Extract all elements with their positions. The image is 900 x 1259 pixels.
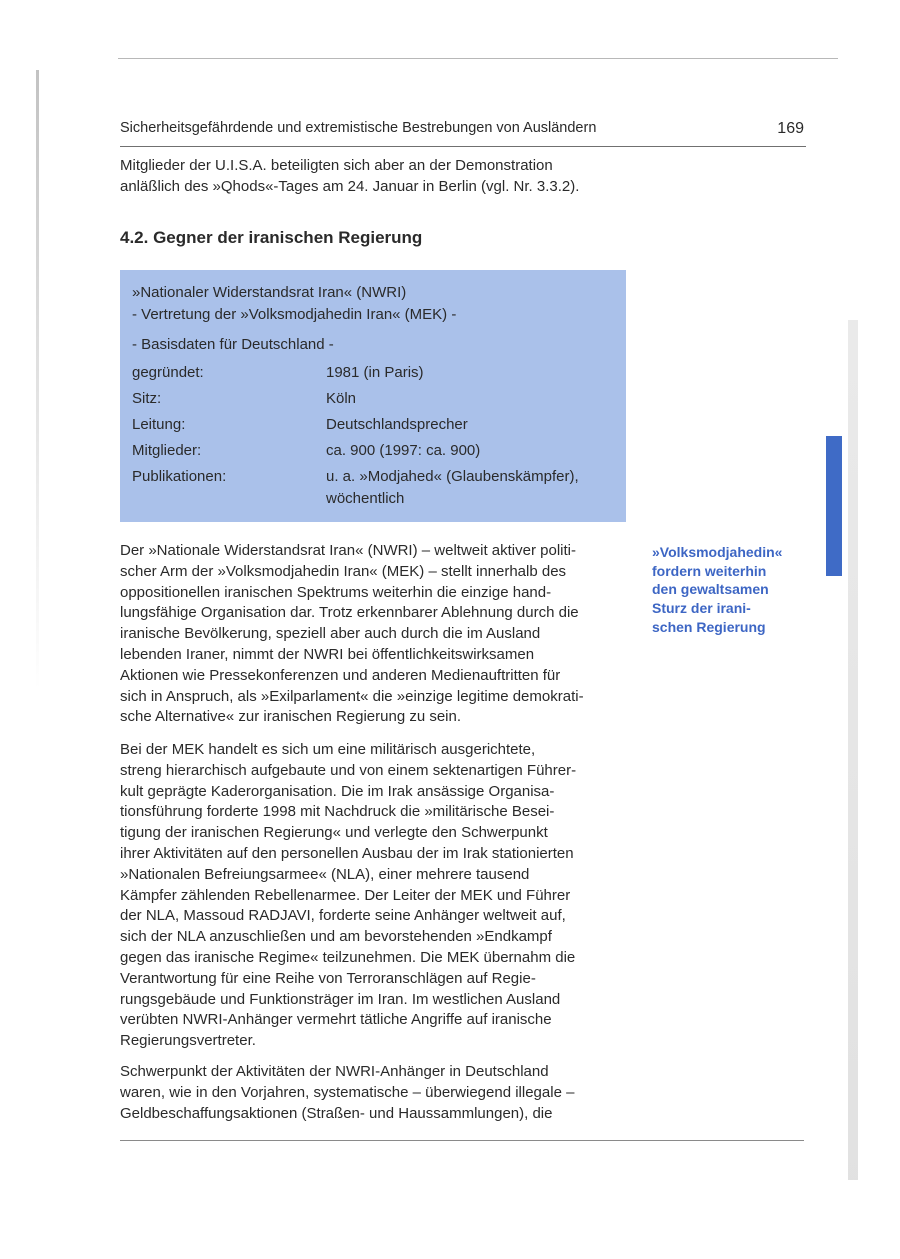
infobox-label-publications: Publikationen:: [132, 468, 227, 485]
text-line: sich in Anspruch, als »Exilparlament« die »einzige legitime demokrati-: [120, 687, 584, 705]
footer-rule: [120, 1140, 804, 1141]
text-line: Aktionen wie Pressekonferenzen und anderen Medienauftritten für: [120, 666, 561, 684]
text-line: lungsfähige Organisation dar. Trotz erkennbarer Ablehnung durch die: [120, 604, 579, 622]
text-line: iranische Bevölkerung, speziell aber auch durch die im Ausland: [120, 625, 541, 643]
body-paragraph-2: [120, 740, 626, 1052]
infobox-label-founded: gegründet:: [132, 364, 204, 381]
text-line: ihrer Aktivitäten auf den personellen Ausbau der im Irak stationierten: [120, 844, 574, 862]
header-rule: [120, 146, 806, 147]
scan-right-edge: [848, 320, 858, 1180]
running-header-title: Sicherheitsgefährdende und extremistische Bestrebungen von Ausländern: [120, 120, 597, 136]
infobox-label-leadership: Leitung:: [132, 416, 186, 433]
chapter-thumb-tab: [826, 436, 842, 576]
text-line: Der »Nationale Widerstandsrat Iran« (NWRI) – weltweit aktiver politi-: [120, 542, 576, 559]
body-paragraph-1: [120, 541, 626, 728]
text-line: der NLA, Massoud RADJAVI, forderte seine Anhänger weltweit auf,: [120, 907, 566, 925]
text-line: scher Arm der »Volksmodjahedin Iran« (MEK) – stellt innerhalb des: [120, 562, 567, 580]
text-line: Mitglieder der U.I.S.A. beteiligten sich aber an der Demonstration: [120, 157, 553, 174]
scan-left-edge: [36, 70, 39, 690]
infobox-value-leadership: Deutschlandsprecher: [326, 416, 468, 433]
infobox-label-seat: Sitz:: [132, 390, 162, 407]
margin-note-line: Sturz der irani-: [652, 600, 751, 617]
text-line: tigung der iranischen Regierung« und verlegte den Schwerpunkt: [120, 824, 548, 842]
infobox-label-members: Mitglieder:: [132, 442, 202, 459]
text-line: gegen das iranische Regime« teilzunehmen. Die MEK übernahm die: [120, 948, 576, 966]
infobox-org-subtitle: - Vertretung der »Volksmodjahedin Iran« (MEK) -: [132, 306, 457, 323]
text-line: Geldbeschaffungsaktionen (Straßen- und Haussammlungen), die: [120, 1104, 553, 1122]
margin-note-line: fordern weiterhin: [652, 562, 767, 579]
text-line: »Nationalen Befreiungsarmee« (NLA), einer mehrere tausend: [120, 865, 530, 883]
text-line: streng hierarchisch aufgebaute und von einem sektenartigen Führer-: [120, 761, 577, 779]
text-line: lebenden Iraner, nimmt der NWRI bei öffentlichkeitswirksamen: [120, 645, 535, 663]
margin-note-line: den gewaltsamen: [652, 581, 769, 598]
text-line: kult geprägte Kaderorganisation. Die im Irak ansässige Organisa-: [120, 782, 555, 800]
text-line: Bei der MEK handelt es sich um eine militärisch ausgerichtete,: [120, 741, 536, 758]
margin-note-line: schen Regierung: [652, 618, 766, 635]
text-line: sich der NLA anzuschließen und am bevorstehenden »Endkampf: [120, 928, 552, 946]
text-line: rungsgebäude und Funktionsträger im Iran. Im westlichen Ausland: [120, 990, 561, 1008]
scan-edge-line: [118, 58, 838, 59]
intro-paragraph: [120, 156, 626, 198]
page-number: 169: [777, 120, 804, 137]
infobox-value-publications: u. a. »Modjahed« (Glaubenskämpfer),: [326, 468, 579, 485]
text-line: sche Alternative« zur iranischen Regierung zu sein.: [120, 708, 462, 726]
infobox-value-founded: 1981 (in Paris): [326, 364, 424, 381]
text-line: verübten NWRI-Anhänger vermehrt tätliche Angriffe auf iranische: [120, 1011, 552, 1029]
margin-note: [652, 543, 822, 637]
margin-note-line: »Volksmodjahedin«: [652, 544, 783, 560]
text-line: Schwerpunkt der Aktivitäten der NWRI-Anhänger in Deutschland: [120, 1063, 549, 1080]
infobox-value-members: ca. 900 (1997: ca. 900): [326, 442, 481, 459]
text-line: anläßlich des »Qhods«-Tages am 24. Januar in Berlin (vgl. Nr. 3.3.2).: [120, 177, 580, 195]
infobox-org-name: »Nationaler Widerstandsrat Iran« (NWRI): [132, 284, 407, 301]
infobox-section-label: - Basisdaten für Deutschland -: [132, 336, 334, 353]
infobox-value-publications-cont: wöchentlich: [326, 490, 405, 507]
text-line: waren, wie in den Vorjahren, systematische – überwiegend illegale –: [120, 1083, 575, 1101]
text-line: oppositionellen iranischen Spektrums weiterhin die einzige hand-: [120, 583, 552, 601]
section-heading: 4.2. Gegner der iranischen Regierung: [120, 228, 423, 247]
text-line: tionsführung forderte 1998 mit Nachdruck die »militärische Besei-: [120, 803, 555, 821]
basic-data-box: [120, 270, 626, 522]
infobox-value-seat: Köln: [326, 390, 357, 407]
text-line: Regierungsvertreter.: [120, 1032, 256, 1050]
text-line: Kämpfer zählenden Rebellenarmee. Der Leiter der MEK und Führer: [120, 886, 571, 904]
text-line: Verantwortung für eine Reihe von Terroranschlägen auf Regie-: [120, 969, 536, 987]
body-paragraph-3: [120, 1062, 626, 1124]
